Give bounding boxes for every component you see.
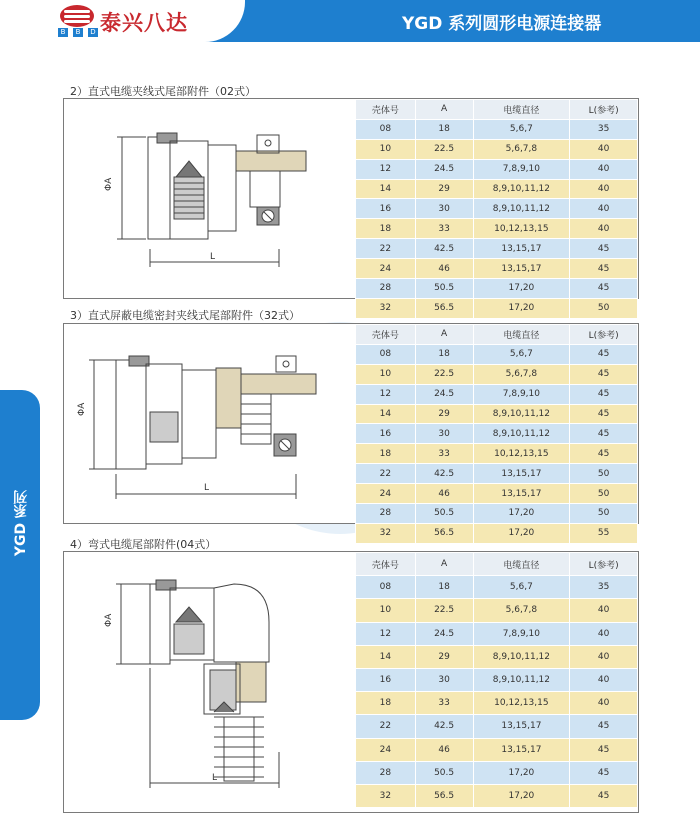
table-row — [356, 139, 638, 159]
table-row — [356, 384, 638, 404]
table-cell: 45 — [570, 239, 638, 259]
spec-table-32 — [355, 324, 638, 544]
section-label-32: 3）直式屏蔽电缆密封夹线式尾部附件（32式） — [70, 309, 300, 322]
table-row — [356, 692, 638, 715]
drawing-32 — [64, 324, 354, 523]
table-header-cell: L(参考) — [570, 553, 638, 576]
page-header — [0, 0, 700, 42]
table-cell: 22.5 — [415, 599, 473, 622]
table-row — [356, 344, 638, 364]
table-cell: 08 — [356, 344, 416, 364]
table-header-row — [356, 553, 638, 576]
table-cell: 29 — [415, 404, 473, 424]
table-row — [356, 404, 638, 424]
table-cell: 35 — [570, 576, 638, 599]
table-cell: 8,9,10,11,12 — [473, 424, 570, 444]
logo-letter: B — [73, 28, 83, 37]
page-title: YGD 系列圆形电源连接器 — [402, 14, 602, 34]
table-row — [356, 599, 638, 622]
table-cell: 5,6,7,8 — [473, 364, 570, 384]
table-cell: 42.5 — [415, 715, 473, 738]
logo-icon — [60, 5, 94, 27]
table-cell: 32 — [356, 298, 416, 318]
panel-04 — [63, 551, 639, 813]
table-cell: 40 — [570, 199, 638, 219]
table-cell: 40 — [570, 139, 638, 159]
dim-a-label: ΦA — [104, 177, 114, 191]
table-cell: 45 — [570, 444, 638, 464]
table-cell: 22 — [356, 239, 416, 259]
logo-area — [0, 0, 245, 42]
table-cell: 46 — [415, 259, 473, 279]
table-cell: 30 — [415, 424, 473, 444]
table-row — [356, 645, 638, 668]
table-cell: 40 — [570, 219, 638, 239]
table-row — [356, 259, 638, 279]
table-cell: 13,15,17 — [473, 259, 570, 279]
table-cell: 40 — [570, 692, 638, 715]
table-cell: 45 — [570, 715, 638, 738]
spec-table-02 — [355, 99, 638, 319]
dim-a-label: ΦA — [77, 402, 87, 416]
drawing-02 — [64, 99, 354, 298]
table-cell: 33 — [415, 444, 473, 464]
table-cell: 46 — [415, 484, 473, 504]
table-cell: 18 — [356, 219, 416, 239]
table-cell: 16 — [356, 424, 416, 444]
table-cell: 24 — [356, 259, 416, 279]
table-cell: 56.5 — [415, 298, 473, 318]
table-cell: 16 — [356, 668, 416, 691]
logo-letter: B — [58, 28, 68, 37]
table-cell: 45 — [570, 784, 638, 807]
table-cell: 14 — [356, 179, 416, 199]
table-cell: 30 — [415, 668, 473, 691]
table-cell: 24 — [356, 484, 416, 504]
table-cell: 8,9,10,11,12 — [473, 668, 570, 691]
table-header-row — [356, 325, 638, 345]
table-row — [356, 523, 638, 543]
table-cell: 10,12,13,15 — [473, 444, 570, 464]
table-cell: 12 — [356, 622, 416, 645]
series-label: YGD 系列 — [13, 490, 29, 557]
table-cell: 17,20 — [473, 523, 570, 543]
table-cell: 17,20 — [473, 784, 570, 807]
table-cell: 10 — [356, 599, 416, 622]
table-cell: 8,9,10,11,12 — [473, 645, 570, 668]
spec-table-04 — [355, 552, 638, 808]
table-cell: 18 — [415, 344, 473, 364]
table-cell: 45 — [570, 259, 638, 279]
table-cell: 46 — [415, 738, 473, 761]
table-header-cell: 电缆直径 — [473, 553, 570, 576]
table-row — [356, 424, 638, 444]
table-cell: 5,6,7,8 — [473, 139, 570, 159]
table-cell: 28 — [356, 279, 416, 299]
table-row — [356, 715, 638, 738]
table-cell: 8,9,10,11,12 — [473, 199, 570, 219]
drawing-04 — [64, 552, 354, 812]
table-row — [356, 761, 638, 784]
table-header-cell: L(参考) — [570, 325, 638, 345]
table-cell: 24 — [356, 738, 416, 761]
table-cell: 5,6,7 — [473, 344, 570, 364]
table-cell: 55 — [570, 523, 638, 543]
table-cell: 13,15,17 — [473, 738, 570, 761]
table-cell: 14 — [356, 645, 416, 668]
table-cell: 24.5 — [415, 622, 473, 645]
table-cell: 10 — [356, 364, 416, 384]
table-row — [356, 159, 638, 179]
table-cell: 40 — [570, 668, 638, 691]
table-cell: 42.5 — [415, 239, 473, 259]
brand-name: 泰兴八达 — [100, 11, 188, 35]
table-header-cell: A — [415, 553, 473, 576]
dim-l-label: L — [212, 773, 218, 783]
dim-l-label: L — [204, 483, 210, 493]
section-label-04: 4）弯式电缆尾部附件(04式） — [70, 538, 217, 551]
table-cell: 13,15,17 — [473, 715, 570, 738]
table-cell: 45 — [570, 344, 638, 364]
table-row — [356, 576, 638, 599]
table-row — [356, 298, 638, 318]
table-cell: 22 — [356, 715, 416, 738]
table-cell: 13,15,17 — [473, 484, 570, 504]
table-row — [356, 279, 638, 299]
table-header-cell: 壳体号 — [356, 553, 416, 576]
table-cell: 28 — [356, 504, 416, 524]
table-cell: 40 — [570, 599, 638, 622]
dim-a-label: ΦA — [104, 613, 114, 627]
table-cell: 7,8,9,10 — [473, 384, 570, 404]
table-cell: 17,20 — [473, 761, 570, 784]
table-cell: 45 — [570, 364, 638, 384]
table-cell: 50 — [570, 484, 638, 504]
table-row — [356, 504, 638, 524]
table-cell: 24.5 — [415, 159, 473, 179]
table-cell: 50 — [570, 504, 638, 524]
table-row — [356, 239, 638, 259]
table-row — [356, 484, 638, 504]
table-cell: 08 — [356, 576, 416, 599]
table-cell: 8,9,10,11,12 — [473, 404, 570, 424]
table-cell: 40 — [570, 179, 638, 199]
table-cell: 42.5 — [415, 464, 473, 484]
table-row — [356, 738, 638, 761]
table-cell: 12 — [356, 159, 416, 179]
table-cell: 17,20 — [473, 279, 570, 299]
table-cell: 35 — [570, 119, 638, 139]
table-header-cell: 壳体号 — [356, 325, 416, 345]
table-row — [356, 179, 638, 199]
table-cell: 45 — [570, 404, 638, 424]
table-cell: 50.5 — [415, 279, 473, 299]
table-cell: 10,12,13,15 — [473, 219, 570, 239]
table-cell: 22 — [356, 464, 416, 484]
table-cell: 45 — [570, 384, 638, 404]
table-cell: 50 — [570, 298, 638, 318]
table-header-cell: L(参考) — [570, 100, 638, 120]
table-cell: 56.5 — [415, 523, 473, 543]
table-row — [356, 464, 638, 484]
table-header-row — [356, 100, 638, 120]
table-cell: 12 — [356, 384, 416, 404]
table-cell: 18 — [356, 692, 416, 715]
table-cell: 50.5 — [415, 761, 473, 784]
table-row — [356, 219, 638, 239]
table-cell: 5,6,7,8 — [473, 599, 570, 622]
table-cell: 29 — [415, 179, 473, 199]
table-cell: 22.5 — [415, 139, 473, 159]
logo-letter: D — [88, 28, 98, 37]
table-cell: 40 — [570, 645, 638, 668]
table-cell: 50 — [570, 464, 638, 484]
series-sidebar-tab — [0, 390, 40, 720]
table-cell: 7,8,9,10 — [473, 159, 570, 179]
table-cell: 13,15,17 — [473, 464, 570, 484]
table-cell: 33 — [415, 219, 473, 239]
table-cell: 24.5 — [415, 384, 473, 404]
panel-02 — [63, 98, 639, 314]
table-cell: 28 — [356, 761, 416, 784]
table-cell: 32 — [356, 523, 416, 543]
table-cell: 45 — [570, 738, 638, 761]
panel-32 — [63, 323, 639, 539]
table-row — [356, 622, 638, 645]
table-cell: 08 — [356, 119, 416, 139]
table-row — [356, 119, 638, 139]
table-header-cell: 电缆直径 — [473, 325, 570, 345]
table-row — [356, 199, 638, 219]
table-cell: 32 — [356, 784, 416, 807]
table-cell: 18 — [356, 444, 416, 464]
table-cell: 17,20 — [473, 298, 570, 318]
logo-letters — [58, 28, 98, 37]
table-cell: 8,9,10,11,12 — [473, 179, 570, 199]
table-cell: 22.5 — [415, 364, 473, 384]
table-cell: 10,12,13,15 — [473, 692, 570, 715]
table-cell: 40 — [570, 622, 638, 645]
table-cell: 18 — [415, 576, 473, 599]
table-row — [356, 668, 638, 691]
table-cell: 56.5 — [415, 784, 473, 807]
section-label-02: 2）直式电缆夹线式尾部附件（02式） — [70, 85, 256, 98]
table-cell: 7,8,9,10 — [473, 622, 570, 645]
table-cell: 50.5 — [415, 504, 473, 524]
table-header-cell: 电缆直径 — [473, 100, 570, 120]
table-cell: 29 — [415, 645, 473, 668]
dim-l-label: L — [210, 252, 216, 262]
table-row — [356, 364, 638, 384]
table-cell: 13,15,17 — [473, 239, 570, 259]
table-cell: 45 — [570, 761, 638, 784]
table-cell: 30 — [415, 199, 473, 219]
table-cell: 45 — [570, 279, 638, 299]
table-row — [356, 784, 638, 807]
table-cell: 10 — [356, 139, 416, 159]
table-cell: 5,6,7 — [473, 119, 570, 139]
table-header-cell: A — [415, 325, 473, 345]
table-cell: 17,20 — [473, 504, 570, 524]
table-cell: 14 — [356, 404, 416, 424]
table-row — [356, 444, 638, 464]
table-cell: 16 — [356, 199, 416, 219]
table-cell: 5,6,7 — [473, 576, 570, 599]
table-header-cell: 壳体号 — [356, 100, 416, 120]
table-cell: 40 — [570, 159, 638, 179]
table-cell: 33 — [415, 692, 473, 715]
table-cell: 45 — [570, 424, 638, 444]
table-header-cell: A — [415, 100, 473, 120]
table-cell: 18 — [415, 119, 473, 139]
